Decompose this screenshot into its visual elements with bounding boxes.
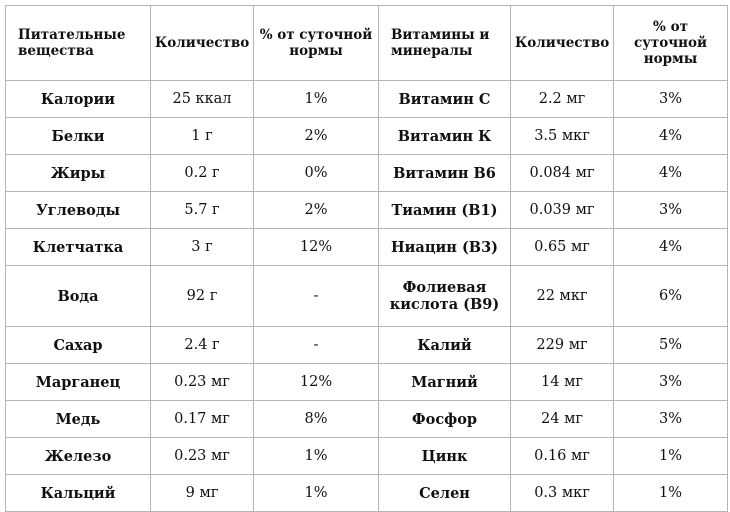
vitamin-percent: 3% <box>614 192 728 229</box>
vitamin-amount: 0.084 мг <box>511 155 614 192</box>
vitamin-amount: 2.2 мг <box>511 81 614 118</box>
nutrient-name: Медь <box>6 401 151 438</box>
vitamin-percent: 4% <box>614 118 728 155</box>
nutrient-percent: 1% <box>254 81 379 118</box>
vitamin-amount: 0.3 мкг <box>511 475 614 512</box>
table-row <box>6 475 728 512</box>
nutrient-name: Белки <box>6 118 151 155</box>
nutrient-percent: 1% <box>254 438 379 475</box>
vitamin-name: Витамин С <box>379 81 511 118</box>
vitamin-percent: 5% <box>614 327 728 364</box>
table-body <box>6 81 728 512</box>
nutrient-name: Углеводы <box>6 192 151 229</box>
nutrient-name: Клетчатка <box>6 229 151 266</box>
nutrient-percent: - <box>254 266 379 327</box>
vitamin-name: Витамин К <box>379 118 511 155</box>
vitamin-name: Магний <box>379 364 511 401</box>
header-daily-percent: % от суточной нормы <box>254 6 379 81</box>
vitamin-percent: 4% <box>614 229 728 266</box>
vitamin-amount: 0.65 мг <box>511 229 614 266</box>
vitamin-amount: 14 мг <box>511 364 614 401</box>
nutrient-percent: 1% <box>254 475 379 512</box>
vitamin-percent: 1% <box>614 438 728 475</box>
nutrient-percent: 12% <box>254 364 379 401</box>
nutrient-amount: 5.7 г <box>151 192 254 229</box>
nutrient-amount: 0.23 мг <box>151 364 254 401</box>
nutrient-name: Сахар <box>6 327 151 364</box>
table-row <box>6 192 728 229</box>
vitamin-name: Ниацин (В3) <box>379 229 511 266</box>
table-row <box>6 364 728 401</box>
vitamin-name: Калий <box>379 327 511 364</box>
vitamin-name: Витамин В6 <box>379 155 511 192</box>
table-row <box>6 401 728 438</box>
table-row <box>6 81 728 118</box>
table-row <box>6 266 728 327</box>
nutrient-amount: 25 ккал <box>151 81 254 118</box>
vitamin-name: Фолиевая кислота (В9) <box>379 266 511 327</box>
nutrient-percent: 2% <box>254 192 379 229</box>
header-row <box>6 6 728 81</box>
nutrient-amount: 1 г <box>151 118 254 155</box>
table-row <box>6 438 728 475</box>
header-amount-2: Количество <box>511 6 614 81</box>
header-daily-percent-2: % от суточной нормы <box>614 6 728 81</box>
table-header <box>6 6 728 81</box>
vitamin-name: Цинк <box>379 438 511 475</box>
header-amount: Количество <box>151 6 254 81</box>
nutrient-name: Калории <box>6 81 151 118</box>
nutrient-amount: 92 г <box>151 266 254 327</box>
vitamin-amount: 0.16 мг <box>511 438 614 475</box>
nutrient-percent: 12% <box>254 229 379 266</box>
table-row <box>6 118 728 155</box>
vitamin-percent: 3% <box>614 401 728 438</box>
vitamin-amount: 24 мг <box>511 401 614 438</box>
vitamin-amount: 229 мг <box>511 327 614 364</box>
vitamin-amount: 0.039 мг <box>511 192 614 229</box>
nutrient-amount: 0.23 мг <box>151 438 254 475</box>
vitamin-percent: 6% <box>614 266 728 327</box>
vitamin-name: Тиамин (В1) <box>379 192 511 229</box>
nutrient-percent: 0% <box>254 155 379 192</box>
vitamin-amount: 3.5 мкг <box>511 118 614 155</box>
header-vitamins-minerals: Витамины и минералы <box>379 6 511 81</box>
nutrition-table <box>5 5 728 512</box>
table-row <box>6 327 728 364</box>
nutrient-name: Железо <box>6 438 151 475</box>
nutrient-percent: 2% <box>254 118 379 155</box>
table-row <box>6 229 728 266</box>
nutrient-amount: 0.17 мг <box>151 401 254 438</box>
table-row <box>6 155 728 192</box>
nutrient-name: Марганец <box>6 364 151 401</box>
vitamin-percent: 3% <box>614 364 728 401</box>
vitamin-percent: 1% <box>614 475 728 512</box>
nutrient-amount: 9 мг <box>151 475 254 512</box>
vitamin-percent: 3% <box>614 81 728 118</box>
nutrient-amount: 3 г <box>151 229 254 266</box>
nutrient-amount: 0.2 г <box>151 155 254 192</box>
nutrient-name: Жиры <box>6 155 151 192</box>
nutrient-percent: 8% <box>254 401 379 438</box>
header-nutrients: Питательные вещества <box>6 6 151 81</box>
vitamin-amount: 22 мкг <box>511 266 614 327</box>
nutrient-percent: - <box>254 327 379 364</box>
nutrient-name: Кальций <box>6 475 151 512</box>
vitamin-name: Селен <box>379 475 511 512</box>
vitamin-name: Фосфор <box>379 401 511 438</box>
nutrient-name: Вода <box>6 266 151 327</box>
nutrient-amount: 2.4 г <box>151 327 254 364</box>
vitamin-percent: 4% <box>614 155 728 192</box>
